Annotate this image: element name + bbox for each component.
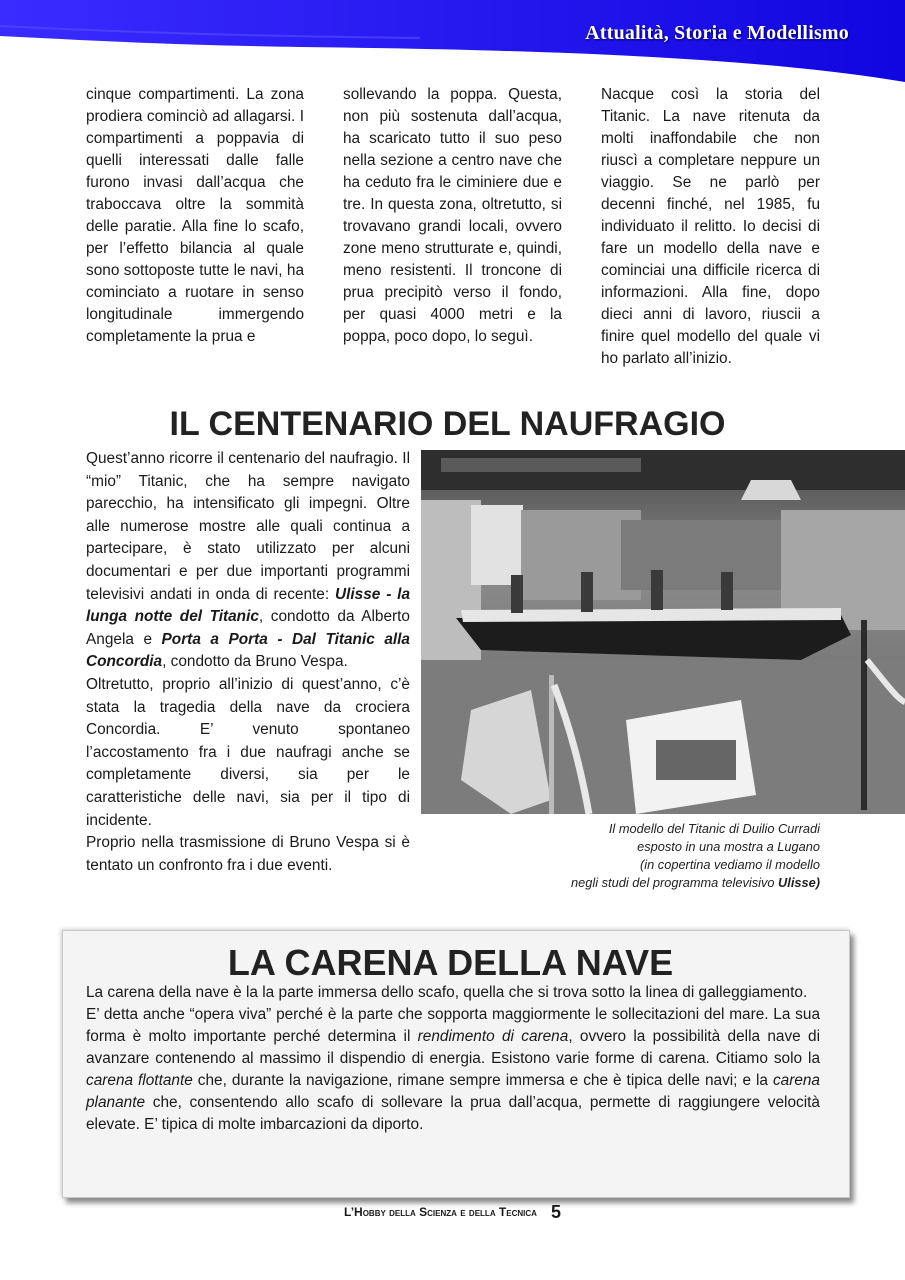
text-run: , condotto da Bruno Vespa. (162, 653, 348, 671)
titanic-model-photo (421, 450, 905, 814)
header-banner (0, 0, 905, 82)
page-footer (0, 1202, 905, 1223)
term-flottante: carena flottante (86, 1072, 193, 1089)
centenario-text (86, 448, 410, 877)
program-title-porta-a-porta: Porta a Porta - Dal Titanic alla Concordia (86, 630, 410, 671)
text-run: Quest’anno ricorre il centenario del naufragio. Il “mio” Titanic, che ha sempre navigato parecchio, ha intensificato gli impegni. Oltre alle numerose mostre alle quali continua a partecipare, è stato utilizzato per alcuni documentari e per due importanti programmi televisivi andati in onda di recente: (86, 450, 410, 603)
program-title-ulisse: Ulisse - la lunga notte del Titanic (86, 585, 411, 626)
heading-centenario: IL CENTENARIO DEL NAUFRAGIO (169, 405, 726, 443)
text-column-3 (601, 84, 820, 370)
caption-line: esposto in una mostra a Lugano (637, 839, 820, 854)
centenario-paragraph-2: Oltretutto, proprio all’inizio di quest’anno, c’è stata la tragedia della nave da crociera Concordia. E’ venuto spontaneo l’accostamento fra i due naufragi anche se completamente diversi, sia per le caratteristiche delle navi, sia per il tipo di incidente. (86, 675, 410, 829)
column-2-text: sollevando la poppa. Questa, non più sostenuta dall’acqua, ha scaricato tutto il suo peso nella sezione a centro nave che ha ceduto fra le ciminiere due e tre. In questa zona, oltretutto, si trovavano grandi locali, ovvero zone meno strutturate e, quindi, meno resistenti. Il troncone di prua precipitò verso il fondo, per quasi 4000 metri e la poppa, poco dopo, lo seguì. (343, 86, 562, 345)
carena-paragraph-1: La carena della nave è la la parte immersa dello scafo, quella che si trova sotto la linea di galleggiamento. (86, 984, 808, 1001)
text-run: negli studi del programma televisivo (571, 875, 779, 890)
program-name: Ulisse) (778, 875, 820, 890)
text-run: che, consentendo allo scafo di sollevare la prua dall’acqua, permette di raggiungere velocità elevate. E’ tipica di molte imbarcazioni da diporto. (86, 1094, 820, 1133)
term-planante: carena planante (86, 1072, 820, 1111)
text-run: , ovvero la possibilità della nave di avanzare contenendo al massimo il dispendio di energia. Esistono varie forme di carena. Citiamo solo la (86, 1028, 820, 1067)
centenario-paragraph-3: Proprio nella trasmissione di Bruno Vespa si è tentato un confronto fra i due eventi. (86, 834, 410, 874)
caption-line: Il modello del Titanic di Duilio Curradi (608, 821, 820, 836)
photo-caption (430, 820, 820, 892)
column-3-text: Nacque così la storia del Titanic. La nave ritenuta da molti inaffondabile che non riuscì a completare neppure un viaggio. Se ne parlò per decenni finché, nel 1985, fu individuato il relitto. Io decisi di fare un modello della nave e cominciai una difficile ricerca di informazioni. Alla fine, dopo dieci anni di lavoro, riuscii a finire quel modello del quale vi ho parlato all’inizio. (601, 86, 820, 367)
caption-line: (in copertina vediamo il modello (640, 857, 820, 872)
caption-line (430, 874, 820, 892)
centenario-paragraph-1 (86, 448, 410, 674)
text-run: , condotto da Alberto Angela e (86, 608, 410, 648)
section-title: Attualità, Storia e Modellismo (585, 22, 849, 44)
photo-illustration (421, 450, 905, 814)
text-column-2 (343, 84, 562, 348)
term-rendimento: rendimento di carena (417, 1028, 569, 1045)
text-run: E’ detta anche “opera viva” perché è la parte che sopporta maggiormente le sollecitazioni del mare. La sua forma è molto importante perché determina il (86, 1006, 820, 1045)
page-number: 5 (550, 1202, 561, 1222)
carena-text (86, 982, 820, 1136)
text-run: che, durante la navigazione, rimane sempre immersa e che è tipica delle navi; e la (192, 1072, 773, 1089)
column-1-text: cinque compartimenti. La zona prodiera cominciò ad allagarsi. I compartimenti a poppavia di quelli interessati dalle falle furono invasi dall’acqua che traboccava oltre la sommità delle paratie. Alla fine lo scafo, per l’effetto bilancia al quale sono sottoposte tutte le navi, ha cominciato a ruotare in senso longitudinale immergendo completamente la prua e (86, 86, 304, 345)
magazine-name: L’Hobby della Scienza e della Tecnica (344, 1205, 537, 1219)
carena-paragraph-2 (86, 1004, 820, 1136)
text-column-1 (86, 84, 304, 348)
heading-carena: LA CARENA DELLA NAVE (227, 942, 674, 983)
